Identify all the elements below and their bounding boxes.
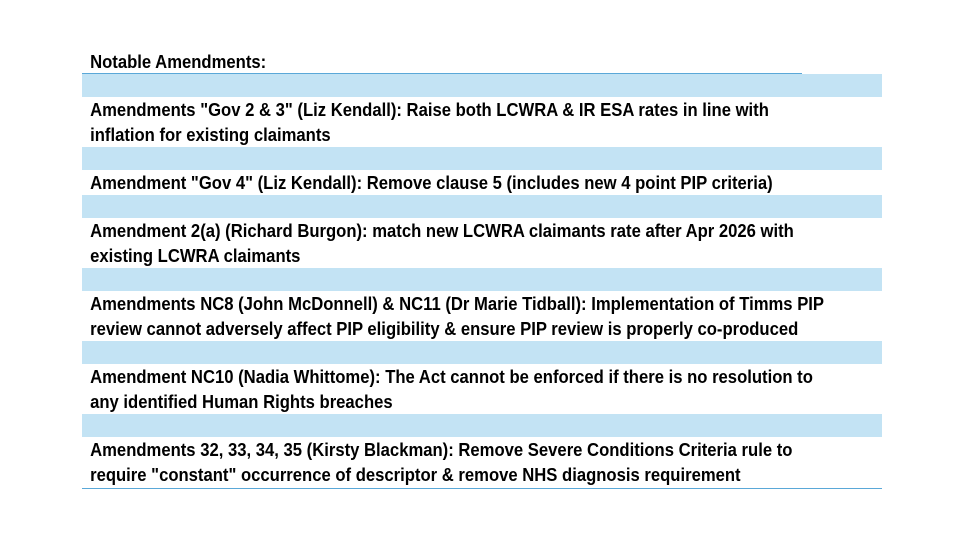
- band-row: [82, 268, 882, 291]
- amendment-row: Amendments 32, 33, 34, 35 (Kirsty Blackman): Remove Severe Conditions Criteria rule to require "constant" occurrence of descriptor & remove NHS diagnosis requirement: [90, 439, 793, 485]
- table-bottom-rule: [82, 488, 882, 489]
- band-row: [82, 147, 882, 170]
- amendment-row: Amendments "Gov 2 & 3" (Liz Kendall): Raise both LCWRA & IR ESA rates in line with inflation for existing claimants: [90, 99, 769, 145]
- table-heading: Notable Amendments:: [82, 50, 802, 74]
- amendments-table: [82, 50, 882, 489]
- band-row: [82, 74, 882, 97]
- amendment-row: Amendment 2(a) (Richard Burgon): match new LCWRA claimants rate after Apr 2026 with existing LCWRA claimants: [90, 220, 794, 266]
- amendment-row: Amendment NC10 (Nadia Whittome): The Act cannot be enforced if there is no resolution to any identified Human Rights breaches: [90, 366, 813, 412]
- amendment-row: Amendment "Gov 4" (Liz Kendall): Remove clause 5 (includes new 4 point PIP criteria): [90, 172, 773, 193]
- band-row: [82, 195, 882, 218]
- amendment-row: Amendments NC8 (John McDonnell) & NC11 (Dr Marie Tidball): Implementation of Timms PIP review cannot adversely affect PIP eligibility & ensure PIP review is properly co-produced: [90, 293, 825, 339]
- band-row: [82, 341, 882, 364]
- band-row: [82, 414, 882, 437]
